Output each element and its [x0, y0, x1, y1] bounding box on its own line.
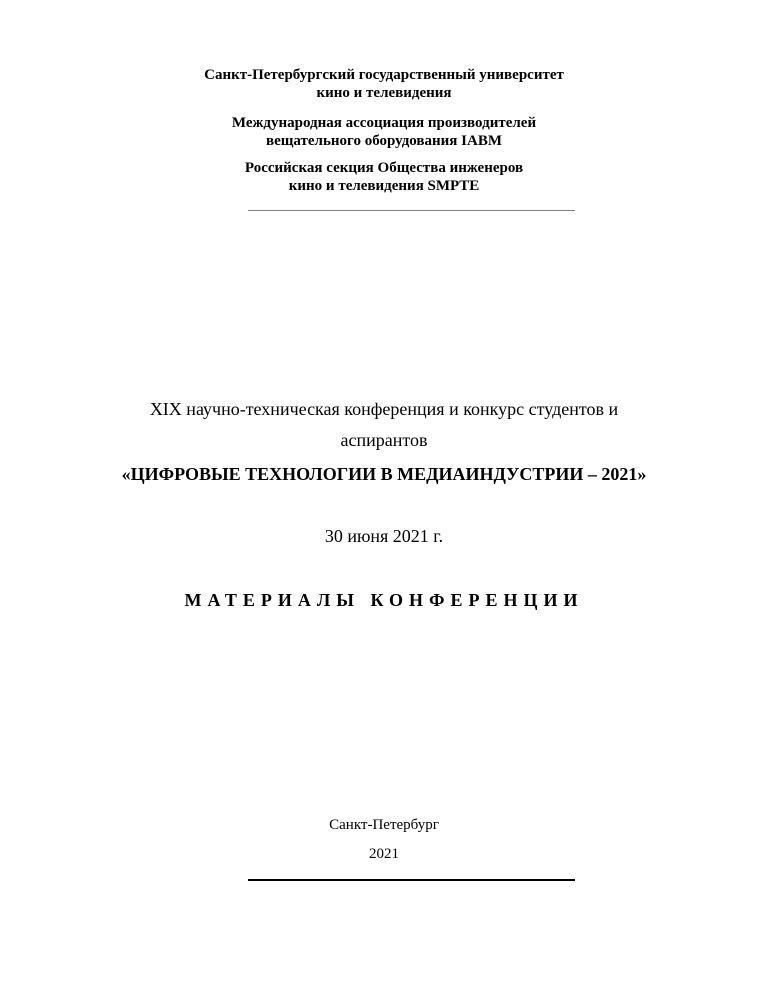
organization-smpte: [0, 159, 768, 195]
organization-line: кино и телевидения: [316, 85, 452, 101]
organization-iabm: [0, 114, 768, 150]
conference-date: 30 июня 2021 г.: [324, 526, 444, 546]
organization-line: кино и телевидения SMPTE: [288, 178, 480, 194]
organization-line: вещательного оборудования IABM: [265, 133, 503, 149]
organization-line: Российская секция Общества инженеров: [244, 160, 524, 176]
conference-description-line2: аспирантов: [340, 430, 428, 450]
organization-spbgikit: [0, 66, 768, 102]
publication-year: 2021: [369, 846, 399, 862]
publication-city: Санкт-Петербург: [329, 817, 439, 833]
organization-line: Санкт-Петербургский государственный университет: [204, 67, 564, 83]
header-divider: [248, 210, 575, 211]
footer-divider: [248, 879, 575, 881]
conference-title: «ЦИФРОВЫЕ ТЕХНОЛОГИИ В МЕДИАИНДУСТРИИ – 2021»: [121, 464, 647, 484]
organization-line: Международная ассоциация производителей: [231, 115, 537, 131]
materials-heading: МАТЕРИАЛЫ КОНФЕРЕНЦИИ: [184, 590, 584, 610]
conference-description-line1: XIX научно-техническая конференция и конкурс студентов и: [149, 399, 619, 419]
